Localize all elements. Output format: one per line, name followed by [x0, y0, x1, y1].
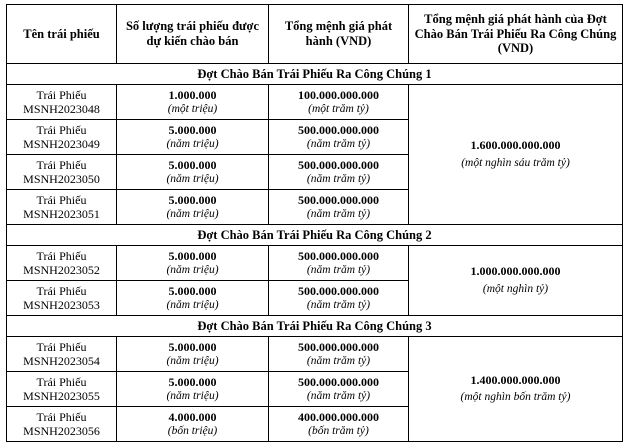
- par-value-words: (năm trăm tỷ): [306, 355, 371, 368]
- quantity-value: 5.000.000: [168, 122, 217, 137]
- bond-name-line2: MSNH2023048: [23, 102, 100, 116]
- quantity-cell: [117, 246, 269, 281]
- quantity-cell: [117, 281, 269, 316]
- bond-name-line1: Trái Phiếu: [36, 409, 87, 424]
- bond-name-line1: Trái Phiếu: [36, 157, 87, 172]
- offering-total-words: (một nghìn sáu trăm tỷ): [461, 156, 570, 169]
- par-value-words: (năm trăm tỷ): [306, 138, 371, 151]
- quantity-words: (năm triệu): [166, 208, 219, 221]
- quantity-cell: [117, 337, 269, 372]
- bond-offering-table: [6, 4, 623, 442]
- par-value-cell: [269, 407, 409, 442]
- par-value-cell: [269, 372, 409, 407]
- par-value: 100.000.000.000: [298, 87, 379, 102]
- par-value: 500.000.000.000: [298, 157, 379, 172]
- par-value-cell: [269, 190, 409, 225]
- bond-name-cell: [7, 120, 117, 155]
- table-row: [7, 85, 623, 120]
- bond-name-line1: Trái Phiếu: [36, 87, 87, 102]
- par-value: 500.000.000.000: [298, 283, 379, 298]
- column-header-quantity: Số lượng trái phiếu được dự kiến chào bán: [117, 5, 269, 64]
- offering-total-value: 1.000.000.000.000: [470, 264, 561, 279]
- par-value-words: (năm trăm tỷ): [306, 390, 371, 403]
- quantity-words: (năm triệu): [166, 138, 219, 151]
- bond-name-cell: [7, 372, 117, 407]
- par-value-words: (năm trăm tỷ): [306, 173, 371, 186]
- column-header-par-value: Tổng mệnh giá phát hành (VND): [269, 5, 409, 64]
- section-header-row: [7, 64, 623, 85]
- quantity-value: 5.000.000: [168, 157, 217, 172]
- quantity-words: (năm triệu): [166, 355, 219, 368]
- par-value-words: (một trăm tỷ): [308, 103, 369, 116]
- quantity-cell: [117, 155, 269, 190]
- quantity-words: (một triệu): [167, 103, 218, 116]
- offering-total-cell: [409, 246, 623, 316]
- bond-name-line1: Trái Phiếu: [36, 122, 87, 137]
- quantity-words: (năm triệu): [166, 390, 219, 403]
- par-value-cell: [269, 281, 409, 316]
- quantity-cell: [117, 85, 269, 120]
- quantity-value: 1.000.000: [168, 87, 217, 102]
- offering-total-words: (một nghìn bốn trăm tỷ): [460, 391, 571, 404]
- quantity-words: (năm triệu): [166, 264, 219, 277]
- bond-name-line2: MSNH2023052: [23, 263, 100, 277]
- offering-total-value: 1.600.000.000.000: [470, 138, 561, 153]
- par-value: 500.000.000.000: [298, 248, 379, 263]
- par-value-words: (năm trăm tỷ): [306, 208, 371, 221]
- bond-name-line2: MSNH2023049: [23, 137, 100, 151]
- bond-name-line2: MSNH2023053: [23, 298, 100, 312]
- column-header-offering-total: Tổng mệnh giá phát hành của Đợt Chào Bán Trái Phiếu Ra Công Chúng (VND): [409, 5, 623, 64]
- par-value-words: (năm trăm tỷ): [306, 299, 371, 312]
- quantity-cell: [117, 120, 269, 155]
- par-value: 500.000.000.000: [298, 374, 379, 389]
- section-title: Đợt Chào Bán Trái Phiếu Ra Công Chúng 1: [7, 64, 623, 85]
- par-value-cell: [269, 337, 409, 372]
- section-title: Đợt Chào Bán Trái Phiếu Ra Công Chúng 3: [7, 316, 623, 337]
- bond-name-cell: [7, 155, 117, 190]
- quantity-value: 5.000.000: [168, 374, 217, 389]
- quantity-value: 5.000.000: [168, 192, 217, 207]
- bond-name-line1: Trái Phiếu: [36, 283, 87, 298]
- column-header-bond-name: Tên trái phiếu: [7, 5, 117, 64]
- bond-name-cell: [7, 407, 117, 442]
- quantity-words: (năm triệu): [166, 299, 219, 312]
- section-title: Đợt Chào Bán Trái Phiếu Ra Công Chúng 2: [7, 225, 623, 246]
- par-value: 500.000.000.000: [298, 122, 379, 137]
- par-value-words: (bốn trăm tỷ): [308, 425, 369, 438]
- par-value: 500.000.000.000: [298, 192, 379, 207]
- par-value: 400.000.000.000: [298, 409, 379, 424]
- bond-name-line2: MSNH2023050: [23, 172, 100, 186]
- table-header-row: [7, 5, 623, 64]
- bond-name-line2: MSNH2023055: [23, 389, 100, 403]
- bond-name-cell: [7, 246, 117, 281]
- bond-name-line1: Trái Phiếu: [36, 248, 87, 263]
- par-value-cell: [269, 246, 409, 281]
- bond-name-line1: Trái Phiếu: [36, 192, 87, 207]
- table-row: [7, 337, 623, 372]
- offering-total-cell: [409, 85, 623, 225]
- quantity-value: 5.000.000: [168, 248, 217, 263]
- par-value-cell: [269, 155, 409, 190]
- section-header-row: [7, 225, 623, 246]
- bond-name-line1: Trái Phiếu: [36, 374, 87, 389]
- bond-name-line2: MSNH2023056: [23, 424, 100, 438]
- offering-total-words: (một nghìn tỷ): [482, 282, 549, 295]
- bond-name-line2: MSNH2023054: [23, 354, 100, 368]
- table-row: [7, 246, 623, 281]
- quantity-value: 5.000.000: [168, 339, 217, 354]
- quantity-words: (bốn triệu): [167, 425, 218, 438]
- offering-total-value: 1.400.000.000.000: [470, 372, 561, 387]
- quantity-words: (năm triệu): [166, 173, 219, 186]
- par-value-cell: [269, 85, 409, 120]
- par-value: 500.000.000.000: [298, 339, 379, 354]
- quantity-value: 5.000.000: [168, 283, 217, 298]
- bond-name-cell: [7, 190, 117, 225]
- bond-name-line1: Trái Phiếu: [36, 339, 87, 354]
- section-header-row: [7, 316, 623, 337]
- par-value-words: (năm trăm tỷ): [306, 264, 371, 277]
- bond-name-cell: [7, 85, 117, 120]
- bond-name-cell: [7, 281, 117, 316]
- quantity-value: 4.000.000: [168, 409, 217, 424]
- bond-name-line2: MSNH2023051: [23, 207, 100, 221]
- quantity-cell: [117, 407, 269, 442]
- quantity-cell: [117, 372, 269, 407]
- bond-name-cell: [7, 337, 117, 372]
- par-value-cell: [269, 120, 409, 155]
- quantity-cell: [117, 190, 269, 225]
